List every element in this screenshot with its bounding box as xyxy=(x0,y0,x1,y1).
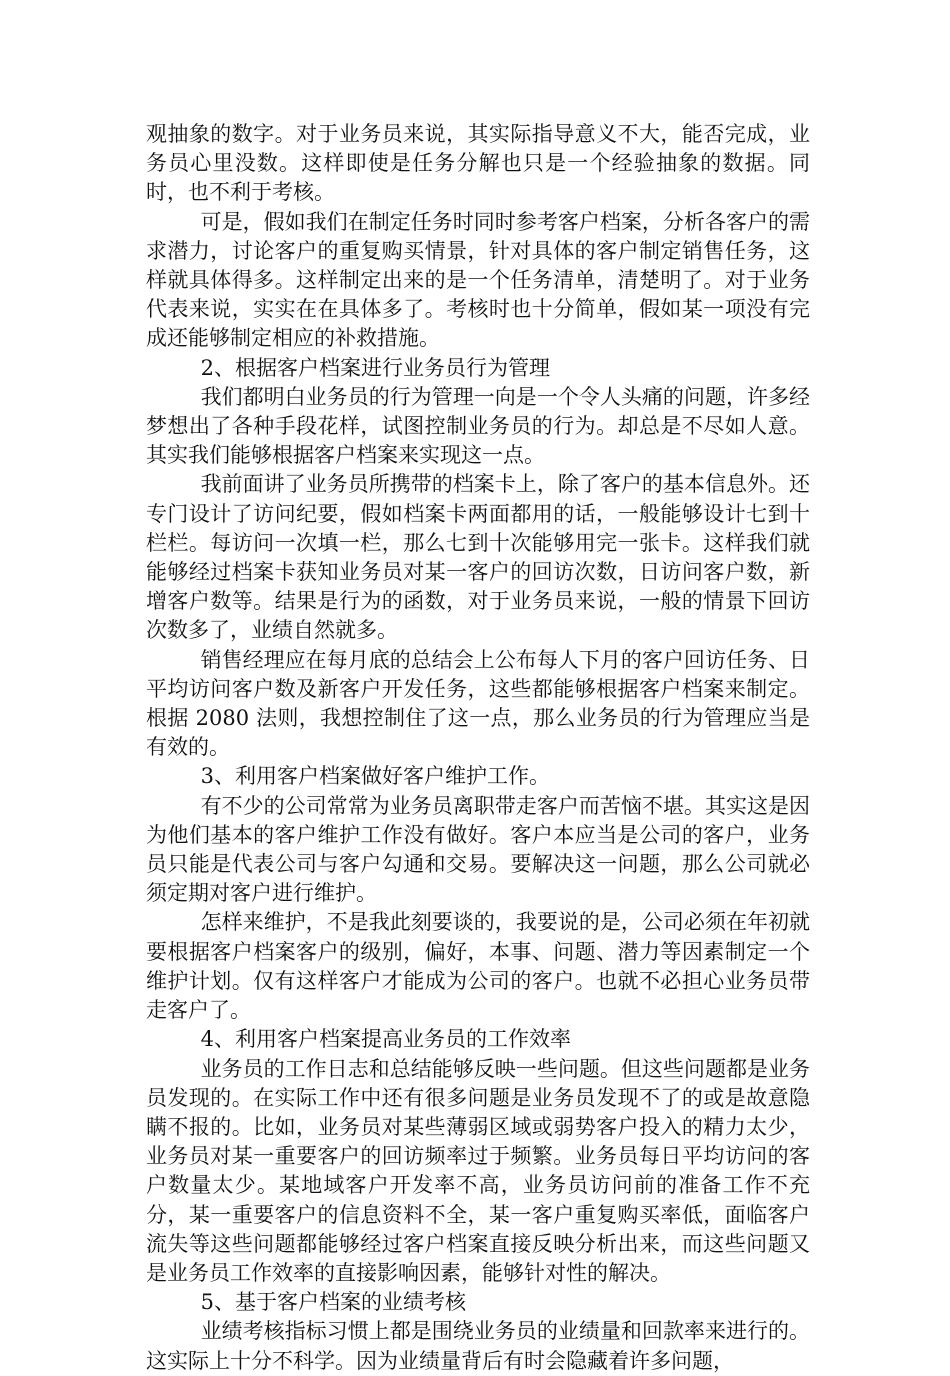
paragraph-archive-card: 我前面讲了业务员所携带的档案卡上，除了客户的基本信息外。还专门设计了访问纪要，假如档案卡两面都用的话，一般能够设计七到十栏栏。每访问一次填一栏，那么七到十次能够用完一张卡。这样我们就能够经过档案卡获知业务员对某一客户的回访次数，日访问客户数，新增客户数等。结果是行为的函数，对于业务员来说，一般的情景下回访次数多了，业绩自然就多。 xyxy=(146,472,810,643)
document-body xyxy=(146,120,810,1376)
paragraph-performance-review: 业绩考核指标习惯上都是围绕业务员的业绩量和回款率来进行的。这实际上十分不科学。因为业绩量背后有时会隐藏着许多问题， xyxy=(146,1319,810,1373)
section-heading-2: 2、根据客户档案进行业务员行为管理 xyxy=(200,355,550,380)
paragraph-task-list: 可是，假如我们在制定任务时同时参考客户档案，分析各客户的需求潜力，讨论客户的重复购买情景，针对具体的客户制定销售任务，这样就具体得多。这样制定出来的是一个任务清单，清楚明了。对于业务代表来说，实实在在具体多了。考核时也十分简单，假如某一项没有完成还能够制定相应的补救措施。 xyxy=(146,209,810,351)
paragraph-work-efficiency: 业务员的工作日志和总结能够反映一些问题。但这些问题都是业务员发现的。在实际工作中还有很多问题是业务员发现不了的或是故意隐瞒不报的。比如，业务员对某些薄弱区域或弱势客户投入的精力太少，业务员对某一重要客户的回访频率过于频繁。业务员每日平均访问的客户数量太少。某地域客户开发率不高，业务员访问前的准备工作不充分，某一重要客户的信息资料不全，某一客户重复购买率低，面临客户流失等这些问题都能够经过客户档案直接反映分析出来，而这些问题又是业务员工作效率的直接影响因素，能够针对性的解决。 xyxy=(146,1056,810,1285)
paragraph-maintenance-plan: 怎样来维护，不是我此刻要谈的，我要说的是，公司必须在年初就要根据客户档案客户的级别，偏好，本事、问题、潜力等因素制定一个维护计划。仅有这样客户才能成为公司的客户。也就不必担心业务员带走客户了。 xyxy=(146,910,810,1023)
paragraph-continuation: 观抽象的数字。对于业务员来说，其实际指导意义不大，能否完成，业务员心里没数。这样即使是任务分解也只是一个经验抽象的数据。同时，也不利于考核。 xyxy=(146,122,810,205)
section-heading-5: 5、基于客户档案的业绩考核 xyxy=(200,1290,466,1315)
paragraph-sales-manager: 销售经理应在每月底的总结会上公布每人下月的客户回访任务、日平均访问客户数及新客户开发任务，这些都能够根据客户档案来制定。根据 2080 法则，我想控制住了这一点，那么业务员的行为管理应当是有效的。 xyxy=(146,647,810,760)
paragraph-behavior-management: 我们都明白业务员的行为管理一向是一个令人头痛的问题，许多经梦想出了各种手段花样，试图控制业务员的行为。却总是不尽如人意。其实我们能够根据客户档案来实现这一点。 xyxy=(146,384,810,468)
section-heading-4: 4、利用客户档案提高业务员的工作效率 xyxy=(200,1027,571,1052)
section-heading-3: 3、利用客户档案做好客户维护工作。 xyxy=(200,764,550,789)
paragraph-customer-maintenance: 有不少的公司常常为业务员离职带走客户而苦恼不堪。其实这是因为他们基本的客户维护工作没有做好。客户本应当是公司的客户，业务员只能是代表公司与客户勾通和交易。要解决这一问题，那么公司就必须定期对客户进行维护。 xyxy=(146,793,810,906)
